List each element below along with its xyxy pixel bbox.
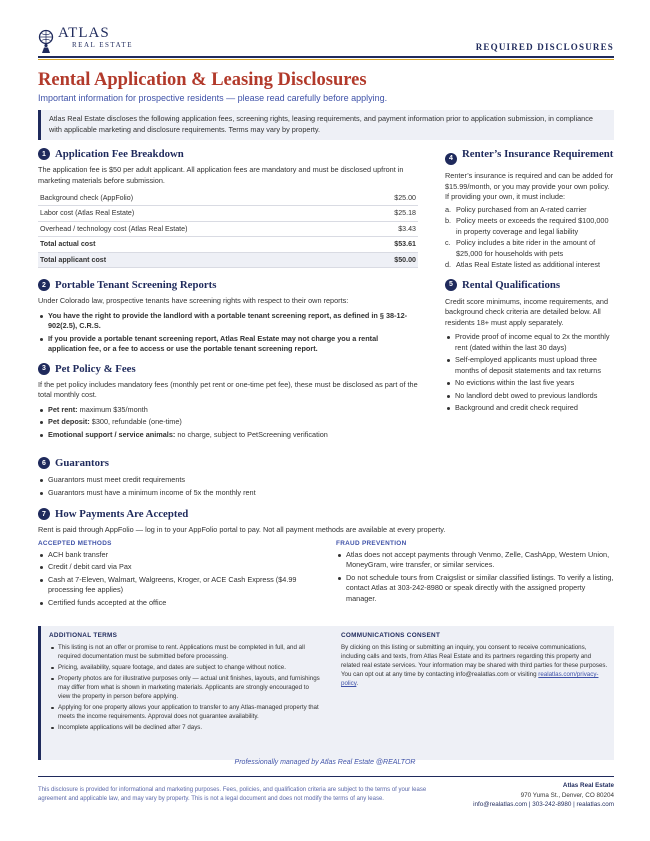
logo-subtitle: REAL ESTATE [72,41,133,49]
item-label: Emotional support / service animals: [48,429,176,439]
section-insurance-header [445,148,614,165]
item-text: Policy purchased from an A-rated carrier [456,204,587,214]
section-title: Renter’s Insurance Requirement [462,148,614,160]
footer-contact-line[interactable]: info@realatlas.com | 303-242-8980 | realatlas.com [473,801,614,808]
list-item [38,417,418,428]
qualifications-list [445,332,614,414]
section-guarantors-header [38,457,614,469]
fee-label: Labor cost (Atlas Real Estate) [38,206,363,222]
section-text: Under Colorado law, prospective tenants have screening rights with respect to their own reports: [38,296,349,305]
list-item: No evictions within the last five years [445,378,614,389]
section-number: 5 [445,279,457,291]
consent-text [341,643,609,688]
section-text: Credit score minimums, income requirements, and background check criteria are detailed below. All residents 18+ must apply separately. [445,296,609,327]
section-title: Rental Qualifications [462,278,561,291]
section-title: Application Fee Breakdown [55,148,184,160]
section-number: 1 [38,148,50,160]
list-item: Background and credit check required [445,403,614,414]
section-payments [38,508,614,610]
list-item [38,405,418,416]
list-item: Cash at 7-Eleven, Walmart, Walgreens, Kroger, or ACE Cash Express ($4.99 processing fee applies) [38,575,314,596]
item-value: $300, refundable (one-time) [89,417,182,426]
list-item: Atlas does not accept payments through Venmo, Zelle, CashApp, Western Union, MoneyGram, wire transfer, or similar services. [336,550,614,571]
item-text: Policy meets or exceeds the required $100,000 in property coverage and legal liability [456,216,609,236]
item-text: Atlas Real Estate listed as additional interest [456,260,600,269]
item-label: Pet deposit: [48,417,90,426]
list-item: Property photos are for illustrative purposes only — actual unit finishes, layouts, and furnishings may differ from what is shown in marketing materials. Applicants are strongly encouraged to view the property in person before applying. [49,674,321,701]
fee-label: Total applicant cost [38,252,363,268]
section-guarantors [38,457,614,500]
footer-company: Atlas Real Estate [562,782,614,789]
insurance-list [445,205,614,271]
list-marker: c. [445,238,451,247]
accepted-methods-label: ACCEPTED METHODS [38,539,112,547]
list-item: Applying for one property allows your application to transfer to any Atlas-managed property that meets the income requirements. Approval does not guarantee availability. [49,703,321,721]
list-item: Incomplete applications will be declined after 7 days. [49,723,321,732]
item-label: Pet rent: [48,404,78,414]
section-title: Portable Tenant Screening Reports [55,279,217,291]
fee-table [38,190,418,268]
section-text: Rent is paid through AppFolio — log in to your AppFolio portal to pay. Not all payment methods are available at every property. [38,525,446,534]
list-item: You have the right to provide the landlord with a portable tenant screening report, as defined in § 38-12-902(2.5), C.R.S. [38,311,418,332]
list-marker: d. [445,260,452,269]
list-item: Guarantors must have a minimum income of 5x the monthly rent [38,488,614,499]
fraud-prevention [328,540,614,611]
table-row-applicant-total [38,252,418,268]
table-row [38,190,418,206]
list-item [445,216,614,237]
section-title: How Payments Are Accepted [55,508,189,520]
fraud-prevention-label: FRAUD PREVENTION [336,539,407,547]
footer-disclaimer: This disclosure is provided for informational and marketing purposes. Fees, policies, and qualification criteria are subject to the terms of your lease agreement and applicable law, and may vary by property. This is not a legal document and does not modify the terms of any lease. [38,787,427,802]
section-number: 3 [38,363,50,375]
list-marker: b. [445,216,452,225]
table-row [38,221,418,237]
consent-label: COMMUNICATIONS CONSENT [341,632,441,639]
screening-list [38,311,418,355]
consent-end: . [356,680,359,687]
item-value: no charge, subject to PetScreening verification [175,429,328,439]
fee-label: Background check (AppFolio) [38,190,363,206]
section-title: Guarantors [55,457,109,469]
list-item [445,238,614,259]
list-item [445,260,614,271]
section-application-fee-header [38,148,418,160]
atlas-figure-icon [38,29,54,53]
list-item: Guarantors must meet credit requirements [38,475,614,486]
section-payments-header [38,508,614,520]
list-item: Pricing, availability, square footage, and dates are subject to change without notice. [49,663,321,672]
footer-address: 970 Yuma St., Denver, CO 80204 [520,791,614,799]
privacy-policy-link[interactable]: realatlas.com/privacy-policy [341,671,599,687]
guarantors-list [38,475,614,498]
list-item [445,205,614,216]
intro-box: Atlas Real Estate discloses the following application fees, screening rights, leasing requirements, and payment information prior to application submission, in compliance with applicable marketing and disclosure requirements. Terms may vary by property. [38,110,614,140]
managed-by-line: Professionally managed by Atlas Real Estate @REALTOR [234,759,416,766]
footer-contact [473,781,614,810]
list-item [38,430,418,441]
fee-label: Overhead / technology cost (Atlas Real Estate) [38,221,363,237]
section-qualifications-header [445,279,614,291]
table-row [38,206,418,222]
section-number: 2 [38,279,50,291]
terms-box [38,626,614,760]
section-pet-header [38,363,418,375]
pet-list [38,405,418,441]
list-item: Do not schedule tours from Craigslist or similar classified listings. To verify a listing, contact Atlas at 303-242-8980 or speak directly with the assigned property manager. [336,573,614,605]
header-rule [38,56,614,58]
fee-value: $25.00 [363,190,418,206]
list-item: No landlord debt owed to previous landlords [445,391,614,402]
list-marker: a. [445,204,452,214]
table-row-total [38,237,418,253]
fraud-prevention-list [336,550,614,605]
additional-terms [49,632,321,734]
additional-terms-label: ADDITIONAL TERMS [49,632,118,639]
communications-consent [341,632,609,688]
header-label: REQUIRED DISCLOSURES [475,42,614,52]
atlas-logo[interactable] [38,26,133,53]
payments-columns [38,540,614,611]
section-screening-header [38,279,418,291]
section-text: If the pet policy includes mandatory fees (monthly pet rent or one-time pet fee), these must be disclosed as part of the total monthly cost. [38,379,418,399]
list-item: Certified funds accepted at the office [38,598,314,609]
section-text: Renter’s insurance is required and can be added for $15.99/month, or you may provide your own policy. If providing your own, it must include: [445,171,614,201]
footer-rule [38,776,614,777]
accepted-methods [38,540,328,611]
list-item: Provide proof of income equal to 2x the monthly rent (dated within the last 30 days) [445,332,614,353]
fee-value: $3.43 [363,221,418,237]
logo-name: ATLAS [58,25,110,41]
list-item: Credit / debit card via Pax [38,562,314,573]
section-number: 6 [38,457,50,469]
fee-label: Total actual cost [38,237,363,253]
consent-body: By clicking on this listing or submitting an inquiry, you consent to receive communications, including calls and texts, from Atlas Real Estate and its partners regarding this property and related real estate services. Your information may be shared with third parties for these purposes. You can opt out at any time by contacting info@realatlas.com or visiting [341,644,608,678]
list-item: If you provide a portable tenant screening report, Atlas Real Estate may not charge you a rental application fee, or a fee to access or use the portable tenant screening report. [38,334,418,355]
fee-value: $53.61 [363,237,418,253]
fee-value: $25.18 [363,206,418,222]
accepted-methods-list [38,550,314,609]
list-item: ACH bank transfer [38,550,314,561]
page-title: Rental Application & Leasing Disclosures [38,70,367,90]
right-column [445,148,614,416]
header-rule-accent [38,59,614,60]
item-value: maximum $35/month [77,404,148,414]
item-text: Policy includes a bite rider in the amount of $25,000 for households with pets [456,238,596,258]
list-item: Self-employed applicants must upload three months of deposit statements and tax returns [445,355,614,376]
section-text: The application fee is $50 per adult applicant. All application fees are mandatory and must be disclosed upfront in marketing materials before submission. [38,165,404,185]
list-item: This listing is not an offer or promise to rent. Applications must be completed in full, and all required documentation must be submitted before processing. [49,643,321,661]
page-subtitle: Important information for prospective residents — please read carefully before applying. [38,93,388,103]
fee-value: $50.00 [363,252,418,268]
left-column [38,148,418,442]
section-number: 4 [445,153,457,165]
additional-terms-list [49,643,321,732]
section-number: 7 [38,508,50,520]
section-title: Pet Policy & Fees [55,362,136,375]
